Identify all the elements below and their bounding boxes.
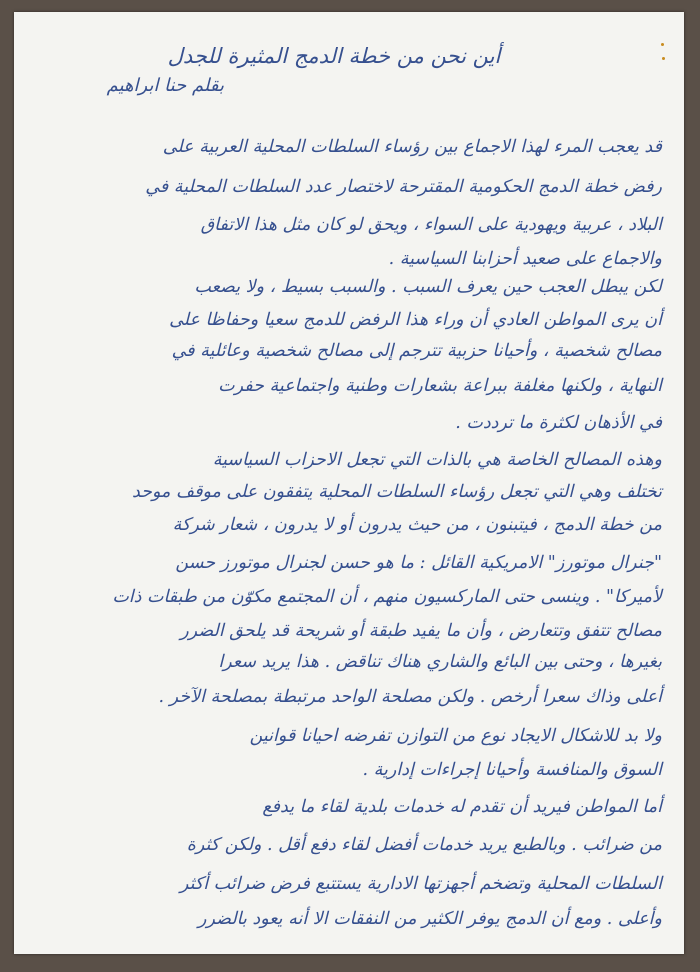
text-line: النهاية ، ولكنها مغلفة ببراعة بشعارات وطنية واجتماعية حفرت — [218, 376, 662, 396]
text-line: ولا بد للاشكال الايجاد نوع من التوازن تفرضه احيانا قوانين — [249, 726, 662, 746]
text-line: أن يرى المواطن العادي أن وراء هذا الرفض للدمج سعيا وحفاظا على — [169, 310, 662, 330]
text-line: لأميركا" . وينسى حتى الماركسيون منهم ، أن المجتمع مكوّن من طبقات ذات — [112, 587, 662, 607]
author-byline: بقلم حنا ابراهيم — [106, 75, 224, 96]
text-line: قد يعجب المرء لهذا الاجماع بين رؤساء السلطات المحلية العربية على — [162, 137, 662, 157]
article-title: أين نحن من خطة الدمج المثيرة للجدل — [167, 44, 501, 68]
text-line: وأعلى . ومع أن الدمج يوفر الكثير من النفقات الا أنه يعود بالضرر — [198, 909, 662, 929]
text-line: رفض خطة الدمج الحكومية المقترحة لاختصار عدد السلطات المحلية في — [145, 177, 662, 197]
margin-dot — [662, 57, 665, 60]
text-line: والاجماع على صعيد أحزابنا السياسية . — [388, 249, 662, 269]
letter-sheet — [14, 12, 684, 954]
text-line: "جنرال موتورز" الامريكية القائل : ما هو حسن لجنرال موتورز حسن — [175, 553, 662, 573]
text-line: بغيرها ، وحتى بين البائع والشاري هناك تناقض . هذا يريد سعرا — [218, 652, 662, 672]
margin-dot — [661, 43, 664, 46]
text-line: أما المواطن فيريد أن تقدم له خدمات بلدية لقاء ما يدفع — [262, 797, 662, 817]
text-line: السوق والمنافسة وأحيانا إجراءات إدارية . — [362, 760, 662, 780]
text-line: في الأذهان لكثرة ما ترددت . — [455, 413, 662, 433]
text-line: من خطة الدمج ، فيتبنون ، من حيث يدرون أو لا يدرون ، شعار شركة — [172, 515, 662, 535]
text-line: السلطات المحلية وتضخم أجهزتها الادارية يستتبع فرض ضرائب أكثر — [179, 874, 662, 894]
text-line: مصالح تتفق وتتعارض ، وأن ما يفيد طبقة أو شريحة قد يلحق الضرر — [180, 621, 662, 641]
text-line: وهذه المصالح الخاصة هي بالذات التي تجعل الاحزاب السياسية — [212, 450, 662, 470]
text-line: من ضرائب . وبالطبع يريد خدمات أفضل لقاء دفع أقل . ولكن كثرة — [186, 835, 662, 855]
text-line: لكن يبطل العجب حين يعرف السبب . والسبب بسيط ، ولا يصعب — [194, 277, 662, 297]
text-line: مصالح شخصية ، وأحيانا حزبية تترجم إلى مصالح شخصية وعائلية في — [171, 341, 662, 361]
text-line: البلاد ، عربية ويهودية على السواء ، ويحق لو كان مثل هذا الاتفاق — [200, 215, 662, 235]
text-line: تختلف وهي التي تجعل رؤساء السلطات المحلية يتفقون على موقف موحد — [131, 482, 662, 502]
text-line: أعلى وذاك سعرا أرخص . ولكن مصلحة الواحد مرتبطة بمصلحة الآخر . — [158, 687, 662, 707]
